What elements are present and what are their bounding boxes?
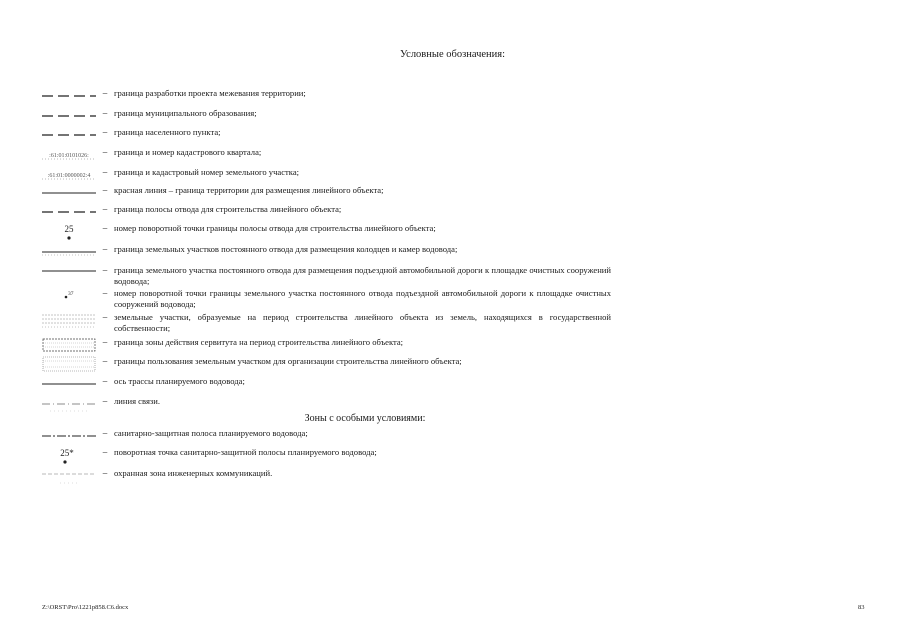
legend-text: граница и номер кадастрового квартала; <box>114 147 262 157</box>
separator: – <box>102 167 108 177</box>
legend-text: граница зоны действия сервитута на период строительства линейного объекта; <box>114 337 404 347</box>
servitude-zone-icon <box>40 335 98 355</box>
legend-text: линия связи. <box>114 396 161 406</box>
separator: – <box>102 376 108 386</box>
separator: – <box>102 356 108 366</box>
separator: – <box>102 244 108 254</box>
legend-title: Условные обозначения: <box>399 49 505 60</box>
legend-text: граница земельного участка постоянного отвода для размещения подъездной автомобильной дороги к площадке очистных сооружений водовода; <box>114 265 611 286</box>
communication-line-icon <box>40 394 98 414</box>
dashed-line-icon <box>40 106 98 126</box>
separator: – <box>102 204 108 214</box>
separator: – <box>102 337 108 347</box>
separator: – <box>102 447 108 457</box>
wells-boundary-icon <box>40 242 98 262</box>
cadastral-quarter-icon <box>40 145 98 165</box>
legend-text: граница муниципального образования; <box>114 108 257 118</box>
protection-zone-icon <box>40 466 98 486</box>
separator: – <box>102 108 108 118</box>
cadastral-quarter-label: :61:01:0101026: <box>49 153 89 159</box>
separator: – <box>102 223 108 233</box>
separator: – <box>102 147 108 157</box>
zone-text: поворотная точка санитарно-защитной полосы планируемого водовода; <box>114 447 377 457</box>
red-line-icon <box>40 183 98 203</box>
dashed-line-icon <box>40 86 98 106</box>
point-number-label: 25 <box>64 224 74 234</box>
hatch-band-icon <box>40 310 98 330</box>
legend-text: ось трассы планируемого водовода; <box>114 376 245 386</box>
legend-text: граница полосы отвода для строительства линейного объекта; <box>114 204 342 214</box>
legend-text: номер поворотной точки границы полосы отвода для строительства линейного объекта; <box>114 223 436 233</box>
legend-text: границы пользования земельным участком для организации строительства линейного объекта; <box>114 356 462 366</box>
zone-text: охранная зона инженерных коммуникаций. <box>114 468 273 478</box>
sanitary-point-label: 25* <box>60 448 74 458</box>
land-use-boundary-icon <box>40 354 98 374</box>
legend-text: граница населенного пункта; <box>114 127 221 137</box>
separator: – <box>102 396 108 406</box>
point-superscript-label: 37 <box>68 291 74 297</box>
dashed-line-icon <box>40 202 98 222</box>
legend-text: граница земельных участков постоянного отвода для размещения колодцев и камер водовода; <box>114 244 458 254</box>
legend-text: земельные участки, образуемые на период строительства линейного объекта из земель, находящихся в государственной собственности; <box>114 312 611 333</box>
separator: – <box>102 127 108 137</box>
zone-text: санитарно-защитная полоса планируемого водовода; <box>114 428 308 438</box>
legend-text: номер поворотной точки границы земельного участка постоянного отвода подъездной автомобильной дороги к площадке очистных сооружений водовода; <box>114 288 611 309</box>
land-plot-label: :61:01:0000002:4 <box>47 173 91 179</box>
zones-title: Зоны с особыми условиями: <box>304 413 426 424</box>
sanitary-strip-icon <box>40 426 98 446</box>
point-superscript-icon <box>40 286 98 306</box>
legend-text: граница и кадастровый номер земельного участка; <box>114 167 300 177</box>
legend-text: красная линия – граница территории для размещения линейного объекта; <box>114 185 384 195</box>
separator: – <box>102 185 108 195</box>
pipeline-axis-icon <box>40 374 98 394</box>
separator: – <box>102 468 108 478</box>
separator: – <box>102 88 108 98</box>
separator: – <box>102 265 108 275</box>
separator: – <box>102 288 108 298</box>
legend-text: граница разработки проекта межевания территории; <box>114 88 306 98</box>
road-boundary-icon <box>40 263 98 283</box>
footer-file-path: Z:\ORST\Pro\1221p858.C6.docx <box>42 604 129 611</box>
separator: – <box>102 312 108 322</box>
dashed-line-icon <box>40 125 98 145</box>
page-number: 83 <box>858 604 865 611</box>
separator: – <box>102 428 108 438</box>
land-plot-icon <box>40 165 98 185</box>
